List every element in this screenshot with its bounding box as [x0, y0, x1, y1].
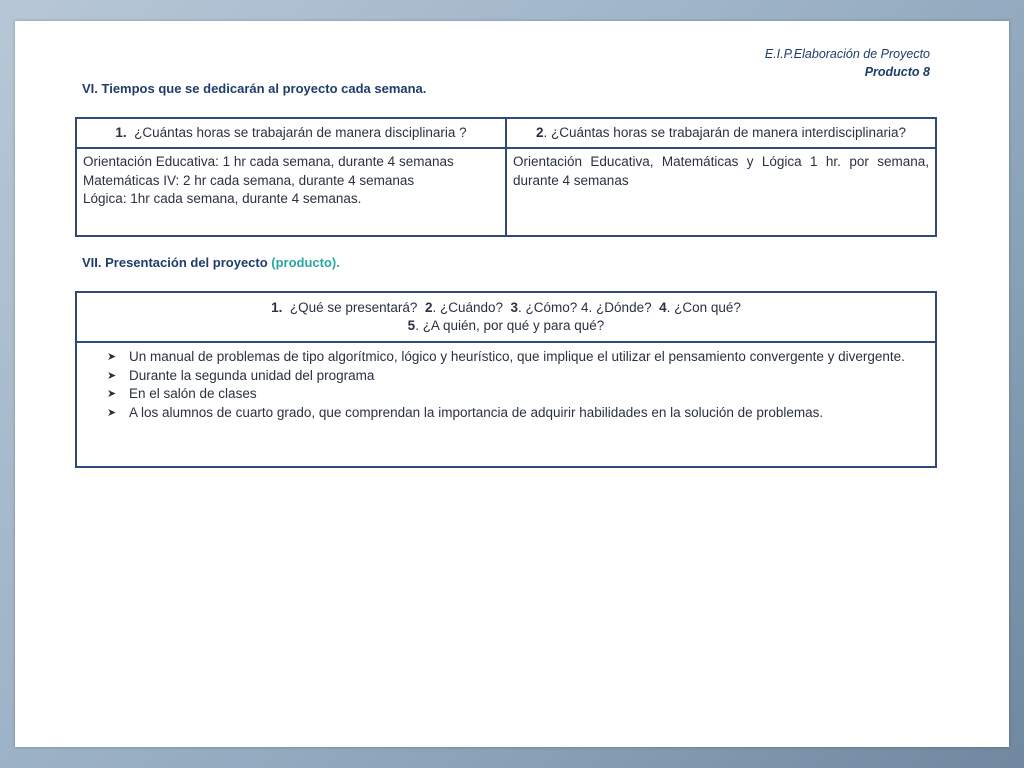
hours-line: Lógica: 1hr cada semana, durante 4 semanas.: [83, 191, 362, 206]
disciplinary-hours-cell: [76, 148, 506, 236]
page-header: [765, 45, 930, 81]
answers-list: [107, 348, 925, 422]
arrow-bullet-icon: ➤: [107, 369, 117, 382]
hours-line: Orientación Educativa, Matemáticas y Lógica 1 hr. por semana, durante 4 semanas: [513, 154, 929, 188]
table-header-row: [76, 118, 936, 148]
question-text: ¿Cuántas horas se trabajarán de manera disciplinaria ?: [134, 124, 467, 140]
section-7-title: [82, 255, 340, 270]
header-project-title: E.I.P.Elaboración de Proyecto: [764, 47, 930, 61]
document-page: [15, 21, 1009, 747]
interdisciplinary-hours-cell: [506, 148, 936, 236]
questions-header-cell: [76, 292, 936, 342]
section-6-title: VI. Tiempos que se dedicarán al proyecto cada semana.: [82, 81, 427, 96]
section-7-title-main: VII. Presentación del proyecto: [82, 255, 272, 270]
hours-line: Matemáticas IV: 2 hr cada semana, durante 4 semanas: [83, 172, 415, 188]
table-row: [76, 342, 936, 467]
table-row: [76, 148, 936, 236]
header-cell-disciplinary: [76, 118, 506, 148]
arrow-bullet-icon: ➤: [107, 351, 117, 363]
list-item: ➤ En el salón de clases: [107, 385, 925, 404]
header-product-label: Producto 8: [864, 65, 930, 79]
list-item: ➤ A los alumnos de cuarto grado, que comprendan la importancia de adquirir habilidades en la solución de problemas.: [107, 404, 925, 423]
section-7-title-accent: (producto).: [271, 255, 340, 270]
presentation-table: [75, 291, 937, 468]
questions-line-2: 5. ¿A quién, por qué y para qué?: [407, 318, 605, 333]
list-item: ➤ Durante la segunda unidad del programa: [107, 367, 925, 386]
question-number: 2: [536, 124, 544, 140]
header-cell-interdisciplinary: [506, 118, 936, 148]
weekly-hours-table: [75, 117, 937, 237]
answers-cell: [76, 342, 936, 467]
list-item: ➤ Un manual de problemas de tipo algorítmico, lógico y heurístico, que implique el utilizar el pensamiento convergente y divergente.: [107, 348, 925, 367]
questions-line-1: 1. ¿Qué se presentará? 2. ¿Cuándo? 3. ¿Cómo? 4. ¿Dónde? 4. ¿Con qué?: [271, 299, 741, 315]
question-number: 1.: [115, 124, 127, 140]
hours-line: Orientación Educativa: 1 hr cada semana, durante 4 semanas: [83, 154, 454, 169]
arrow-bullet-icon: ➤: [107, 406, 117, 419]
question-text: . ¿Cuántas horas se trabajarán de manera interdisciplinaria?: [543, 124, 906, 140]
arrow-bullet-icon: ➤: [107, 388, 117, 400]
table-header-row: [76, 292, 936, 342]
